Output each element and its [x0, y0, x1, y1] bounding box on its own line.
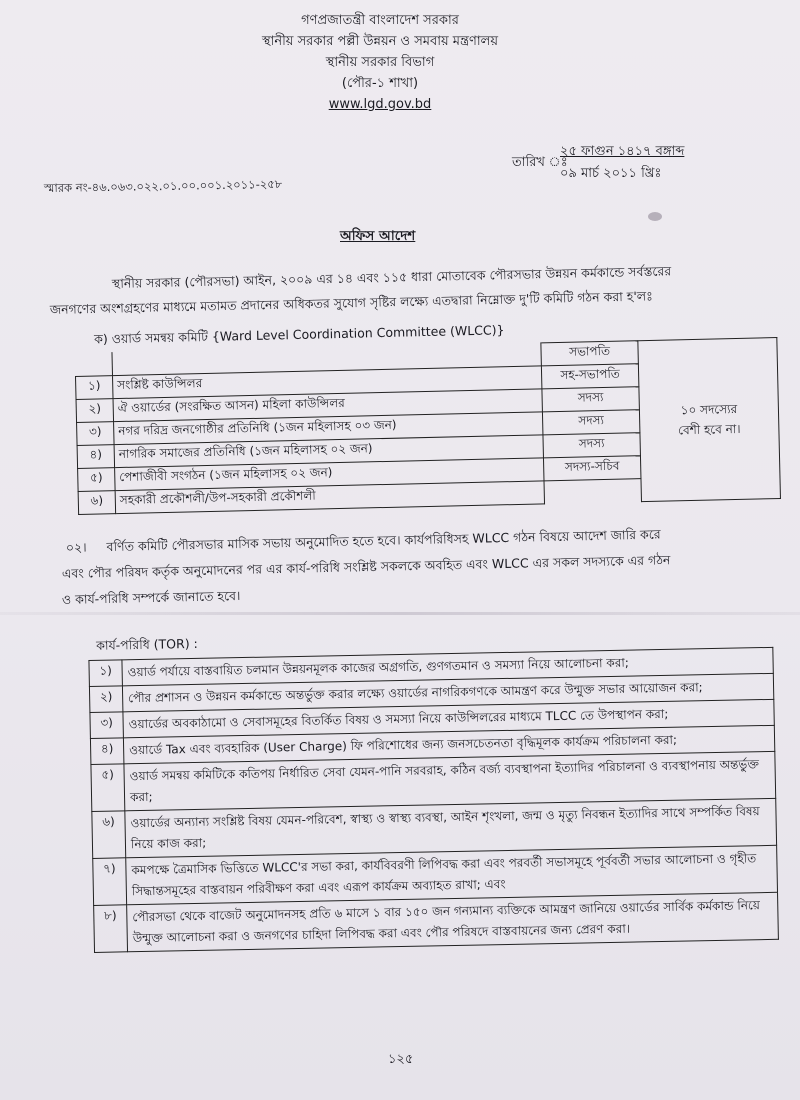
letterhead-line-3: স্থানীয় সরকার বিভাগ [325, 55, 435, 70]
member-name: পেশাজীবী সংগঠন (১জন মহিলাসহ ০২ জন) [115, 458, 544, 491]
chair-role: সভাপতি [541, 341, 638, 366]
tor-table [88, 647, 778, 953]
letterhead [240, 10, 520, 115]
tor-item: ওয়ার্ডের অন্যান্য সংশ্লিষ্ট বিষয় যেমন-পরিবেশ, স্বাস্থ্য ও স্বাস্থ্য ব্যবস্থা, আইন শৃংখলা, জন্ম ও মৃত্যু নিবন্ধন ইত্যাদির সাথে সম্পর্কিত বিষয় নিয়ে কাজ করা; [125, 798, 777, 857]
table-row: ৬) ওয়ার্ডের অন্যান্য সংশ্লিষ্ট বিষয় যেমন-পরিবেশ, স্বাস্থ্য ও স্বাস্থ্য ব্যবস্থা, আইন শৃংখলা, জন্ম ও মৃত্যু নিবন্ধন ইত্যাদির সাথে সম্পর্কিত বিষয় নিয়ে কাজ করা; [92, 798, 777, 858]
intro-line-2: জনগণের অংশগ্রহণের মাধ্যমে মতামত প্রদানের অধিকতর সুযোগ সৃষ্টির লক্ষ্যে এতদ্বারা নিম্নোক্ত দু'টি কমিটি গঠন করা হ'লঃ [49, 288, 653, 317]
member-name: ঐ ওয়ার্ডের (সংরক্ষিত আসন) মহিলা কাউন্সিলর [113, 389, 542, 422]
website-link[interactable]: www.lgd.gov.bd [328, 97, 432, 112]
table-row: ৩) ওয়ার্ডের অবকাঠামো ও সেবাসমূহের বিতর্কিত বিষয় ও সমস্যা নিয়ে কাউন্সিলরের মাধ্যমে TLCC তে উপস্থাপন করা; [90, 699, 774, 738]
tor-item: কমপক্ষে ত্রৈমাসিক ভিত্তিতে WLCC'র সভা করা, কার্যবিবরণী লিপিবদ্ধ করা এবং পরবর্তী সভাসমূহে পূর্ববর্তী সভার আলোচনা ও গৃহীত সিদ্ধান্তসমূহের বাস্তবায়ন পরিবীক্ষণ করা এবং এরূপ কার্যক্রম অব্যাহত রাখা; এবং [126, 845, 778, 904]
member-role: সহ-সভাপতি [541, 364, 638, 389]
document-title: অফিস আদেশ [340, 228, 416, 244]
member-name: নাগরিক সমাজের প্রতিনিধি (১জন মহিলাসহ ০২ জন) [114, 435, 543, 468]
ink-smudge [648, 212, 662, 221]
table-row: ২) ঐ ওয়ার্ডের (সংরক্ষিত আসন) মহিলা কাউন্সিলর সদস্য [76, 384, 778, 423]
letterhead-line-1: গণপ্রজাতন্ত্রী বাংলাদেশ সরকার [301, 13, 459, 28]
paper-fold-line [0, 612, 800, 615]
member-name: সংশ্লিষ্ট কাউন্সিলর [112, 366, 541, 399]
table-row: ৪) নাগরিক সমাজের প্রতিনিধি (১জন মহিলাসহ ০২ জন) সদস্য [77, 430, 779, 469]
tor-item: পৌর প্রশাসন ও উন্নয়ন কর্মকান্ডে অন্তর্ভুক্ত করার লক্ষ্যে ওয়ার্ডের নাগরিকগণকে আমন্ত্রণ করে উন্মুক্ত সভার আয়োজন করা; [122, 673, 773, 711]
table-row: ১) ওয়ার্ড পর্যায়ে বাস্তবায়িত চলমান উন্নয়নমূলক কাজের অগ্রগতি, গুণগতমান ও সমস্যা নিয়ে আলোচনা করা; [89, 647, 773, 686]
member-name: নগর দরিদ্র জনগোষ্ঠীর প্রতিনিধি (১জন মহিলাসহ ০৩ জন) [114, 412, 543, 445]
page-number: ১২৫ [388, 1052, 414, 1067]
tor-item: ওয়ার্ড পর্যায়ে বাস্তবায়িত চলমান উন্নয়নমূলক কাজের অগ্রগতি, গুণগতমান ও সমস্যা নিয়ে আলোচনা করা; [122, 647, 773, 685]
para2-number: ০২। [65, 539, 87, 555]
para2-line-1: ০২। বর্ণিত কমিটি পৌরসভার মাসিক সভায় অনুমোদিত হতে হবে। কার্যপরিধিসহ WLCC গঠন বিষয়ে আদেশ জারি করে [65, 526, 661, 555]
table-row: ৫) ওয়ার্ড সমন্বয় কমিটিকে কতিপয় নির্ধারিত সেবা যেমন-পানি সরবরাহ, কঠিন বর্জ্য ব্যবস্থাপনা ইত্যাদির পরিচালনা ও ব্যবস্থাপনায় অন্তর্ভুক্ত করা; [91, 751, 776, 811]
member-name: সহকারী প্রকৌশলী/উপ-সহকারী প্রকৌশলী [115, 481, 544, 514]
table-row: ৮) পৌরসভা থেকে বাজেট অনুমোদনসহ প্রতি ৬ মাসে ১ বার ১৫০ জন গন্যমান্য ব্যক্তিকে আমন্ত্রণ জানিয়ে ওয়ার্ডের সার্বিক কর্মকান্ড নিয়ে উন্মুক্ত আলোচনা করা ও জনগণের চাহিদা লিপিবদ্ধ করা এবং পৌর পরিষদে বাস্তবায়নের জন্য প্রেরণ করা। [94, 892, 779, 952]
date-english: ০৯ মার্চ ২০১১ খ্রিঃ [560, 166, 662, 181]
table-row: ৭) কমপক্ষে ত্রৈমাসিক ভিত্তিতে WLCC'র সভা করা, কার্যবিবরণী লিপিবদ্ধ করা এবং পরবর্তী সভাসমূহে পূর্ববর্তী সভার আলোচনা ও গৃহীত সিদ্ধান্তসমূহের বাস্তবায়ন পরিবীক্ষণ করা এবং এরূপ কার্যক্রম অব্যাহত রাখা; এবং [93, 845, 778, 905]
member-role: সদস্য-সচিব [543, 456, 640, 481]
tor-caption: কার্য-পরিধি (TOR) : [95, 635, 198, 653]
tor-item: ওয়ার্ডের অবকাঠামো ও সেবাসমূহের বিতর্কিত বিষয় ও সমস্যা নিয়ে কাউন্সিলরের মাধ্যমে TLCC তে উপস্থাপন করা; [123, 699, 774, 737]
tor-section [88, 625, 779, 953]
para2-line-2: এবং পৌর পরিষদ কর্তৃক অনুমোদনের পর এর কার্য-পরিধি সংশ্লিষ্ট সকলকে অবহিত এবং WLCC এর সকল সদস্যকে এর গঠন [61, 552, 671, 581]
table-row: ৩) নগর দরিদ্র জনগোষ্ঠীর প্রতিনিধি (১জন মহিলাসহ ০৩ জন) সদস্য [77, 407, 779, 446]
member-role: সদস্য [543, 433, 640, 458]
intro-line-1: স্থানীয় সরকার (পৌরসভা) আইন, ২০০৯ এর ১৪ এবং ১১৫ ধারা মোতাবেক পৌরসভার উন্নয়ন কর্মকান্ডে সর্বস্তরের [111, 263, 672, 291]
tor-item: ওয়ার্ডে Tax এবং ব্যবহারিক (User Charge) ফি পরিশোধের জন্য জনসচেতনতা বৃদ্ধিমূলক কার্যক্রম পরিচালনা করা; [123, 725, 774, 763]
table-row: ৬) সহকারী প্রকৌশলী/উপ-সহকারী প্রকৌশলী [78, 476, 780, 515]
table-row: ৪) ওয়ার্ডে Tax এবং ব্যবহারিক (User Charge) ফি পরিশোধের জন্য জনসচেতনতা বৃদ্ধিমূলক কার্যক্রম পরিচালনা করা; [90, 725, 774, 764]
letterhead-line-4: (পৌর-১ শাখা) [341, 76, 419, 91]
para2-line-3: ও কার্য-পরিধি সম্পর্কে জানাতে হবে। [61, 587, 241, 607]
table-row: ৫) পেশাজীবী সংগঠন (১জন মহিলাসহ ০২ জন) সদস্য-সচিব [78, 453, 780, 492]
date-label: তারিখ ঃ [512, 155, 568, 170]
date-bangla: ২৫ ফাগুন ১৪১৭ বঙ্গাব্দ [560, 144, 685, 159]
table-row: ২) পৌর প্রশাসন ও উন্নয়ন কর্মকান্ডে অন্তর্ভুক্ত করার লক্ষ্যে ওয়ার্ডের নাগরিকগণকে আমন্ত্রণ করে উন্মুক্ত সভার আয়োজন করা; [89, 673, 773, 712]
memo-number: স্মারক নং-৪৬.০৬৩.০২২.০১.০০.০০১.২০১১-২৫৮ [43, 176, 283, 196]
table-row: ১) সংশ্লিষ্ট কাউন্সিলর সহ-সভাপতি [76, 361, 778, 400]
letterhead-line-2: স্থানীয় সরকার পল্লী উন্নয়ন ও সমবায় মন্ত্রণালয় [261, 34, 499, 49]
wlcc-table [74, 337, 780, 515]
member-limit-note: ১০ সদস্যের বেশী হবে না। [638, 338, 781, 502]
member-role: সদস্য [542, 410, 639, 435]
tor-item: ওয়ার্ড সমন্বয় কমিটিকে কতিপয় নির্ধারিত সেবা যেমন-পানি সরবরাহ, কঠিন বর্জ্য ব্যবস্থাপনা ইত্যাদির পরিচালনা ও ব্যবস্থাপনায় অন্তর্ভুক্ত করা; [124, 751, 776, 810]
wlcc-caption: ক) ওয়ার্ড সমন্বয় কমিটি {Ward Level Coordination Committee (WLCC)} [93, 322, 505, 347]
tor-item: পৌরসভা থেকে বাজেট অনুমোদনসহ প্রতি ৬ মাসে ১ বার ১৫০ জন গন্যমান্য ব্যক্তিকে আমন্ত্রণ জানিয়ে ওয়ার্ডের সার্বিক কর্মকান্ড নিয়ে উন্মুক্ত আলোচনা করা ও জনগণের চাহিদা লিপিবদ্ধ করা এবং পৌর পরিষদে বাস্তবায়নের জন্য প্রেরণ করা। [127, 892, 779, 951]
member-role: সদস্য [542, 387, 639, 412]
member-role [544, 479, 641, 504]
wlcc-section [74, 316, 781, 515]
